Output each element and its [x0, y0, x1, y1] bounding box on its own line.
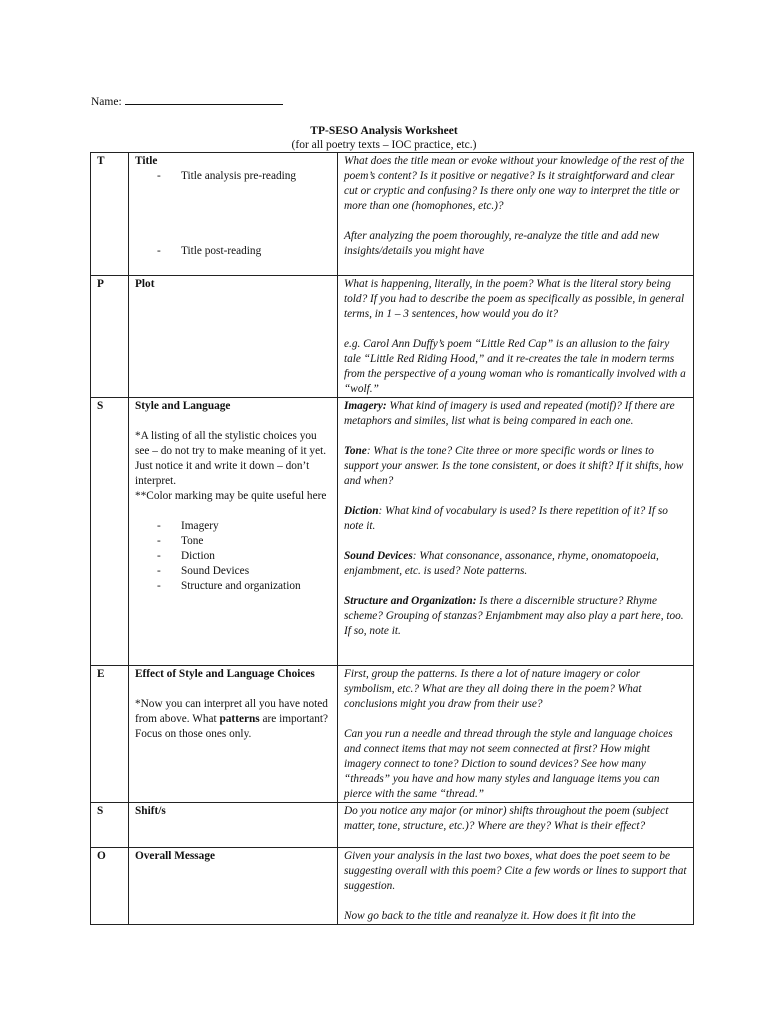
list-item: - Tone: [157, 534, 331, 549]
row-label: Style and Language: [135, 400, 231, 412]
style-subitems: [135, 519, 331, 594]
row-letter: T: [91, 153, 129, 276]
name-label: Name:: [91, 96, 122, 108]
row-label: Overall Message: [135, 850, 215, 862]
title-subitems-post: [135, 244, 331, 259]
prompt-text: First, group the patterns. Is there a lot of nature imagery or color symbolism, etc.? What are they all doing there in the poem? What conclusions might you draw from their use?: [344, 668, 642, 710]
row-letter: S: [91, 398, 129, 666]
name-field[interactable]: [91, 93, 283, 108]
prompt-text: What is happening, literally, in the poem? What is the literal story being told? If you had to describe the poem as specifically as possible, in general terms, in 1 – 3 sentences, how would you do it?: [344, 278, 685, 320]
row-label: Effect of Style and Language Choices: [135, 668, 315, 680]
row-label-cell: [129, 666, 338, 803]
list-item: - Imagery: [157, 519, 331, 534]
row-label-cell: [129, 276, 338, 398]
worksheet-subtitle: (for all poetry texts – IOC practice, etc.): [291, 139, 477, 151]
effect-note: *Now you can interpret all you have noted from above. What patterns are important? Focus on those ones only.: [135, 698, 329, 740]
row-prompt-cell: [338, 666, 694, 803]
tone-prompt: Tone: What is the tone? Cite three or more specific words or lines to support your answer. Is the tone consistent, or does it shift? If it shifts, how and when?: [344, 445, 684, 487]
row-prompt-cell: [338, 153, 694, 276]
title-subitems: [135, 169, 331, 184]
sound-devices-prompt: Sound Devices: What consonance, assonance, rhyme, onomatopoeia, enjambment, etc. is used? Note patterns.: [344, 550, 659, 577]
row-style-language: [91, 398, 694, 666]
style-note: *A listing of all the stylistic choices you see – do not try to make meaning of it yet. Just notice it and write it down – don’t interpret.: [135, 430, 327, 487]
row-title: [91, 153, 694, 276]
row-plot: [91, 276, 694, 398]
list-item: - Title post-reading: [157, 244, 331, 259]
row-label-cell: [129, 153, 338, 276]
row-prompt-cell: [338, 803, 694, 848]
row-effect: [91, 666, 694, 803]
row-letter: E: [91, 666, 129, 803]
row-overall-message: [91, 848, 694, 925]
prompt-text: What does the title mean or evoke without your knowledge of the rest of the poem’s content? Is it positive or negative? Is it straightforward and clear cut or cryptic and confusing? Is there only one way to interpret the title or more than one (homophones, etc.)?: [344, 155, 685, 212]
list-item: - Diction: [157, 549, 331, 564]
prompt-text: Now go back to the title and reanalyze it. How does it fit into the: [344, 910, 636, 922]
row-label-cell: [129, 398, 338, 666]
prompt-text: After analyzing the poem thoroughly, re-analyze the title and add new insights/details you might have: [344, 230, 660, 257]
imagery-prompt: Imagery: What kind of imagery is used and repeated (motif)? If there are metaphors and similes, list what is being compared in each one.: [344, 400, 675, 427]
structure-prompt: Structure and Organization: Is there a discernible structure? Rhyme scheme? Grouping of stanzas? Enjambment may also play a part here, too. If so, note it.: [344, 595, 684, 637]
prompt-text: Given your analysis in the last two boxes, what does the poet seem to be suggesting overall with this poem? Cite a few words or lines to support that suggestion.: [344, 850, 687, 892]
list-item: - Structure and organization: [157, 579, 331, 594]
row-letter: P: [91, 276, 129, 398]
row-prompt-cell: [338, 276, 694, 398]
worksheet-heading: [0, 124, 768, 152]
row-label: Title: [135, 155, 158, 167]
prompt-text: e.g. Carol Ann Duffy’s poem “Little Red Cap” is an allusion to the fairy tale “Little Red Riding Hood,” and it re-creates the tale in modern terms from the perspective of a young woman who is romantically involved with a “wolf.”: [344, 338, 686, 395]
row-prompt-cell: [338, 848, 694, 925]
list-item: - Title analysis pre-reading: [157, 169, 331, 184]
row-letter: O: [91, 848, 129, 925]
analysis-table: [90, 152, 694, 925]
row-label-cell: [129, 848, 338, 925]
diction-prompt: Diction: What kind of vocabulary is used? Is there repetition of it? If so note it.: [344, 505, 668, 532]
row-shifts: [91, 803, 694, 848]
row-letter: S: [91, 803, 129, 848]
prompt-text: Can you run a needle and thread through the style and language choices and connect items that may not seem connected at first? How might imagery connect to tone? Diction to sound devices? See how many “threads” you have and how many styles and language items you can pierce with the same “thread.”: [344, 728, 673, 800]
row-prompt-cell: [338, 398, 694, 666]
row-label-cell: [129, 803, 338, 848]
list-item: - Sound Devices: [157, 564, 331, 579]
prompt-text: Do you notice any major (or minor) shifts throughout the poem (subject matter, tone, structure, etc.)? Where are they? What is their effect?: [344, 805, 669, 832]
name-blank-line[interactable]: [125, 93, 283, 105]
row-label: Shift/s: [135, 805, 166, 817]
worksheet-title: TP-SESO Analysis Worksheet: [310, 125, 458, 137]
style-note-color: **Color marking may be quite useful here: [135, 490, 327, 502]
row-label: Plot: [135, 278, 155, 290]
